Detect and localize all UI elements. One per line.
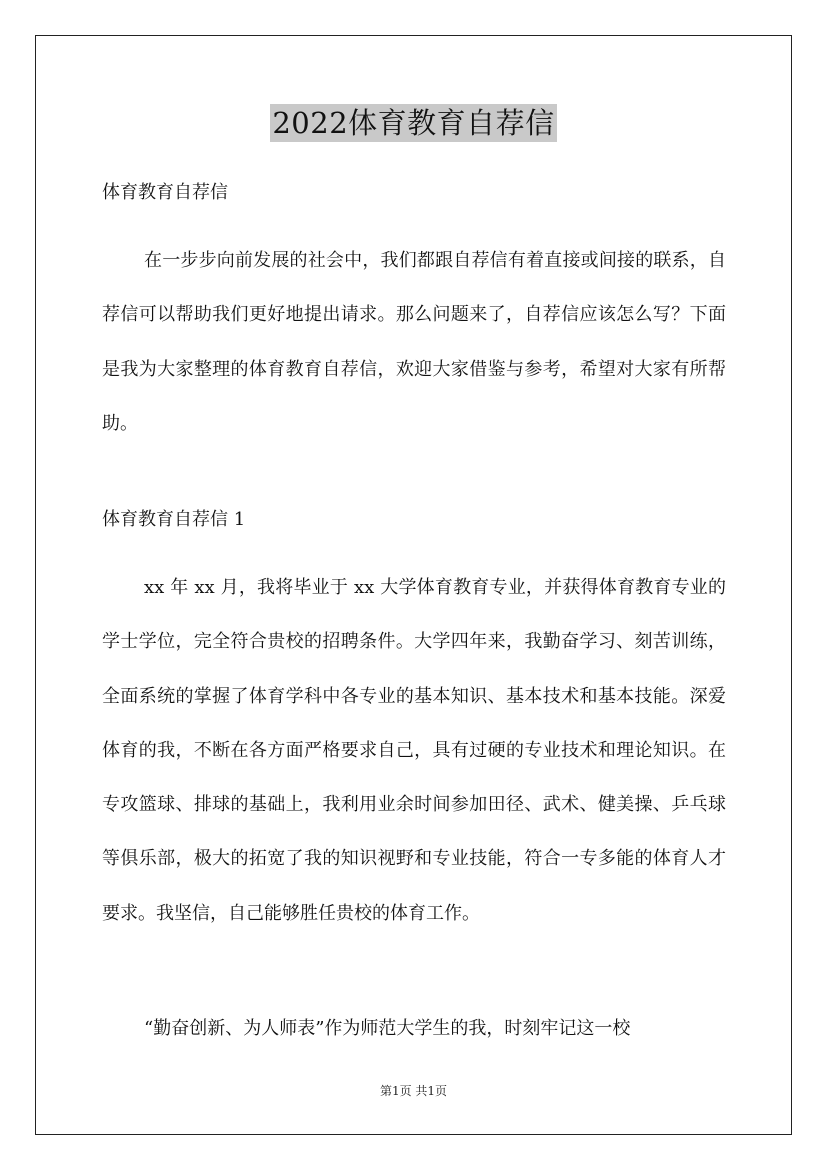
- document-title: 2022体育教育自荐信: [272, 106, 555, 140]
- page-footer: 第1页 共1页: [379, 1084, 448, 1098]
- section-heading: 体育教育自荐信: [102, 182, 228, 203]
- intro-paragraph: 在一步步向前发展的社会中，我们都跟自荐信有着直接或间接的联系，自荐信可以帮助我们更好地提出请求。那么问题来了，自荐信应该怎么写？下面是我为大家整理的体育教育自荐信，欢迎大家借鉴与参考，希望对大家有所帮助。: [102, 250, 726, 434]
- body-paragraph-1: xx 年 xx 月，我将毕业于 xx 大学体育教育专业，并获得体育教育专业的学士学位，完全符合贵校的招聘条件。大学四年来，我勤奋学习、刻苦训练，全面系统的掌握了体育学科中各专业的基本知识、基本技术和基本技能。深爱体育的我，不断在各方面严格要求自己，具有过硬的专业技术和理论知识。在专攻篮球、排球的基础上，我利用业余时间参加田径、武术、健美操、乒乓球等俱乐部，极大的拓宽了我的知识视野和专业技能，符合一专多能的体育人才要求。我坚信，自己能够胜任贵校的体育工作。: [102, 577, 726, 924]
- subsection-heading: 体育教育自荐信 1: [102, 509, 246, 530]
- body-paragraph-2: “勤奋创新、为人师表”作为师范大学生的我，时刻牢记这一校: [144, 1018, 631, 1039]
- title-wrap: [0, 104, 827, 142]
